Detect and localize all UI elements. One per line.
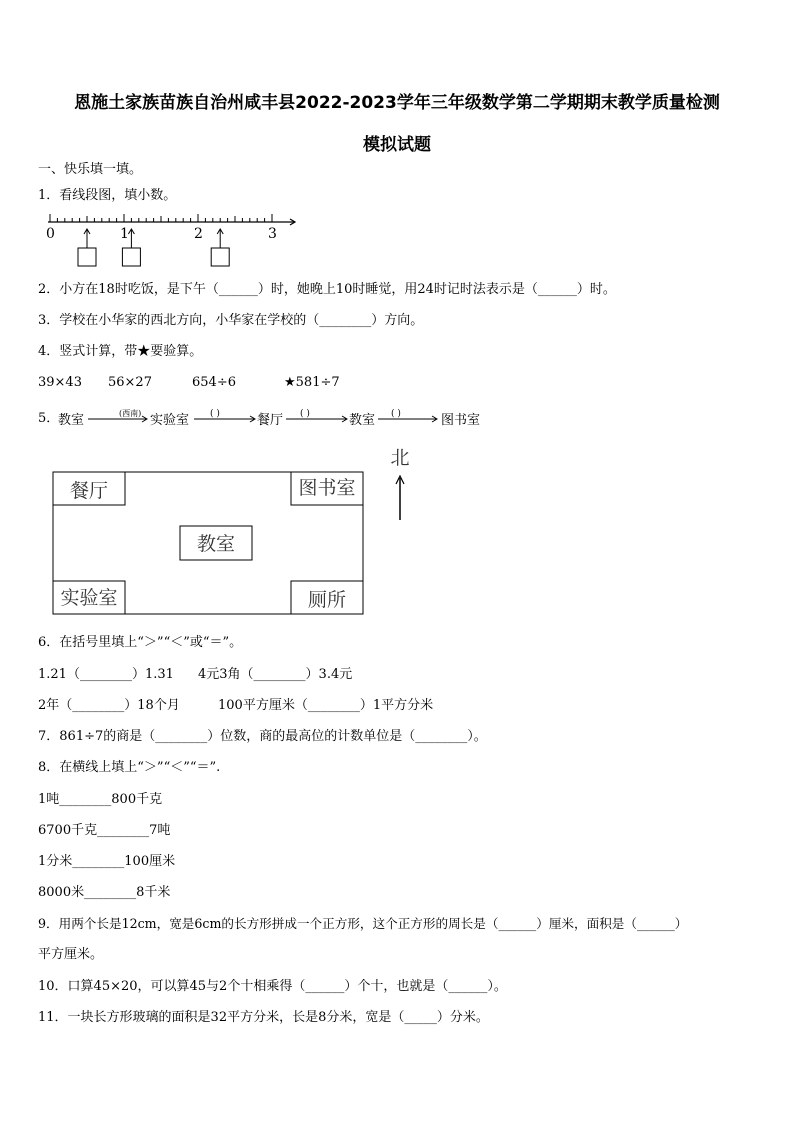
route-step: 图书室	[441, 413, 481, 428]
tick-label: 3	[268, 226, 277, 242]
calc-item: 654÷6	[192, 375, 236, 390]
answer-box	[122, 248, 140, 266]
tick-label: 0	[46, 226, 55, 242]
question-7: 7．861÷7的商是（________）位数，商的最高位的计数单位是（________）。	[38, 729, 487, 744]
answer-box	[78, 248, 96, 266]
question-5: 5．	[38, 411, 60, 426]
tick-label: 1	[120, 226, 129, 242]
route-step: 实验室	[150, 413, 190, 428]
calc-item: ★581÷7	[284, 375, 340, 390]
compare-item: 4元3角（________）3.4元	[198, 667, 353, 682]
route-step: 教室	[58, 413, 85, 428]
question-11: 11．一块长方形玻璃的面积是32平方分米，长是8分米，宽是（_____）分米。	[38, 1010, 489, 1025]
answer-box	[211, 248, 229, 266]
compare-item: 2年（________）18个月	[38, 698, 180, 713]
question-9-cont: 平方厘米。	[38, 947, 104, 962]
room-classroom: 教室	[196, 533, 236, 555]
question-3: 3．学校在小华家的西北方向，小华家在学校的（________）方向。	[38, 313, 424, 328]
question-6: 6．在括号里填上“＞”“＜”或“＝”。	[38, 635, 243, 650]
fill-item: 1吨________800千克	[38, 792, 163, 807]
route-direction: (西南)	[119, 409, 142, 418]
north-label: 北	[390, 447, 410, 469]
route-direction: ( )	[210, 409, 220, 419]
route-step: 餐厅	[257, 413, 284, 428]
fill-item: 6700千克________7吨	[38, 823, 171, 838]
room-toilet: 厕所	[307, 589, 347, 611]
compare-item: 100平方厘米（________）1平方分米	[218, 698, 434, 713]
fill-item: 8000米________8千米	[38, 885, 171, 900]
calc-item: 39×43	[38, 375, 82, 390]
page-title-line2: 模拟试题	[363, 135, 431, 155]
route-direction: ( )	[391, 409, 401, 419]
room-canteen: 餐厅	[69, 480, 109, 502]
question-8: 8．在横线上填上“＞”“＜”“＝”.	[38, 760, 221, 775]
fill-item: 1分米________100厘米	[38, 854, 176, 869]
question-9: 9．用两个长是12cm，宽是6cm的长方形拼成一个正方形，这个正方形的周长是（______）厘米，面积是（______）	[38, 916, 688, 931]
route-sequence	[58, 404, 498, 430]
question-10: 10．口算45×20，可以算45与2个十相乘得（______）个十，也就是（______）。	[38, 979, 507, 994]
room-library: 图书室	[298, 477, 356, 499]
number-line-figure	[38, 208, 308, 272]
question-2: 2．小方在18时吃饭，是下午（______）时，她晚上10时睡觉，用24时记时法表示是（______）时。	[38, 282, 616, 297]
route-direction: ( )	[300, 409, 310, 419]
school-map	[50, 442, 430, 622]
tick-label: 2	[194, 226, 203, 242]
room-lab: 实验室	[60, 587, 118, 609]
page-title: 恩施土家族苗族自治州咸丰县2022-2023学年三年级数学第二学期期末教学质量检测	[74, 93, 720, 113]
calc-item: 56×27	[108, 375, 152, 390]
route-step: 教室	[349, 413, 376, 428]
section-heading: 一、快乐填一填。	[38, 162, 143, 177]
question-1: 1．看线段图，填小数。	[38, 188, 177, 203]
question-4: 4．竖式计算，带★要验算。	[38, 344, 203, 359]
compare-item: 1.21（________）1.31	[38, 667, 174, 682]
